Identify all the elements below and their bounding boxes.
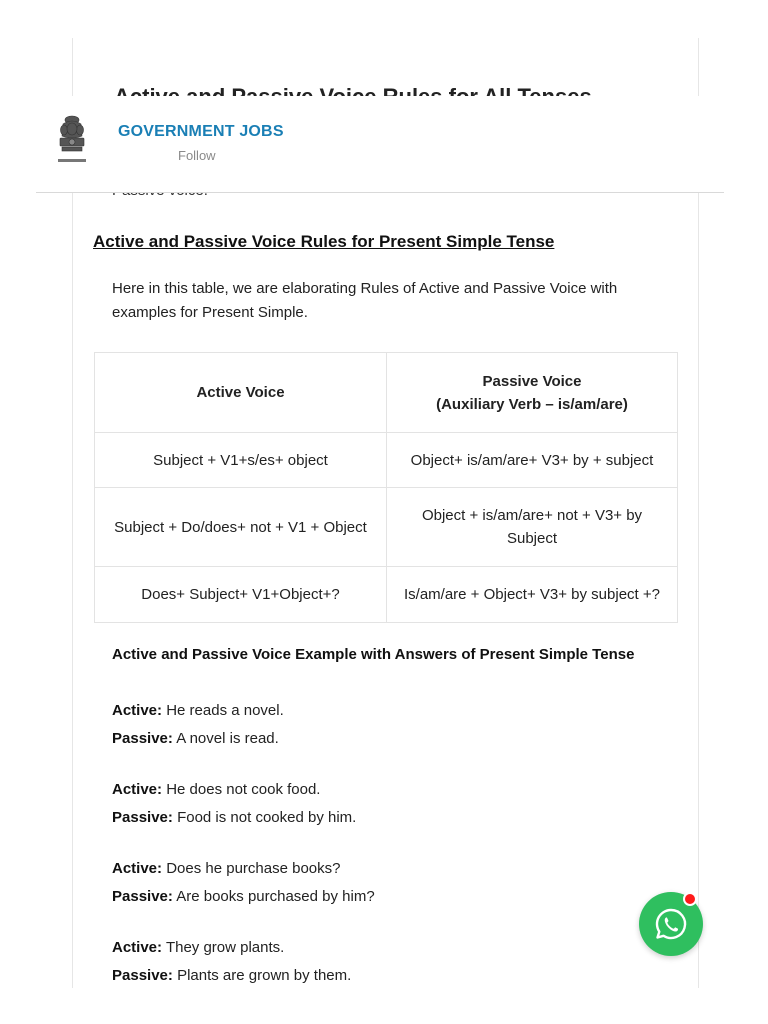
table-row <box>95 433 678 488</box>
whatsapp-icon <box>654 907 688 941</box>
brand-name-link[interactable]: GOVERNMENT JOBS <box>118 123 284 140</box>
active-label: Active: <box>112 702 163 719</box>
header-passive-voice-label: Passive Voice <box>482 372 582 390</box>
example-passive-text: Plants are grown by them. <box>177 967 352 984</box>
passive-label: Passive: <box>112 888 173 905</box>
example-active-line <box>112 776 672 804</box>
passive-label: Passive: <box>112 730 173 747</box>
table-cell-passive: Object+ is/am/are+ V3+ by + subject <box>387 433 678 488</box>
table-cell-passive: Object + is/am/are+ not + V3+ by Subject <box>387 488 678 567</box>
example-active-text: He does not cook food. <box>166 781 321 798</box>
example-active-line <box>112 934 672 962</box>
section-intro: Here in this table, we are elaborating Rules of Active and Passive Voice with examples for Present Simple. <box>112 280 618 321</box>
examples-title: Active and Passive Voice Example with Answers of Present Simple Tense <box>112 646 635 663</box>
example-active-text: Does he purchase books? <box>166 860 341 877</box>
rules-table <box>94 352 678 623</box>
example-passive-text: Are books purchased by him? <box>176 888 375 905</box>
example-passive-line <box>112 725 672 753</box>
example-pair <box>112 697 672 753</box>
header-active-voice: Active Voice <box>95 353 387 433</box>
table-cell-active: Does+ Subject+ V1+Object+? <box>95 567 387 623</box>
example-passive-line <box>112 883 672 911</box>
active-label: Active: <box>112 860 163 877</box>
notification-badge <box>683 892 697 906</box>
header-passive-voice <box>387 353 678 433</box>
example-pair <box>112 855 672 911</box>
example-active-line <box>112 855 672 883</box>
follow-button[interactable]: Follow <box>178 148 216 163</box>
table-row <box>95 567 678 623</box>
example-passive-line <box>112 804 672 832</box>
example-pair <box>112 934 672 990</box>
header-passive-voice-subtitle: (Auxiliary Verb – is/am/are) <box>436 395 628 413</box>
example-passive-line <box>112 962 672 990</box>
example-active-text: He reads a novel. <box>166 702 284 719</box>
example-active-text: They grow plants. <box>165 939 285 956</box>
example-passive-text: Food is not cooked by him. <box>177 809 357 826</box>
example-pair <box>112 776 672 832</box>
active-label: Active: <box>112 781 163 798</box>
passive-label: Passive: <box>112 967 173 984</box>
table-header-row <box>95 353 678 433</box>
table-cell-active: Subject + V1+s/es+ object <box>95 433 387 488</box>
passive-label: Passive: <box>112 809 173 826</box>
example-passive-text: A novel is read. <box>176 730 279 747</box>
table-row <box>95 488 678 567</box>
table-cell-active: Subject + Do/does+ not + V1 + Object <box>95 488 387 567</box>
national-emblem-icon <box>54 114 90 174</box>
section-title: Active and Passive Voice Rules for Present Simple Tense <box>93 232 555 251</box>
follow-header <box>36 96 724 193</box>
examples-list <box>112 697 672 1013</box>
table-cell-passive: Is/am/are + Object+ V3+ by subject +? <box>387 567 678 623</box>
active-label: Active: <box>112 939 163 956</box>
example-active-line <box>112 697 672 725</box>
